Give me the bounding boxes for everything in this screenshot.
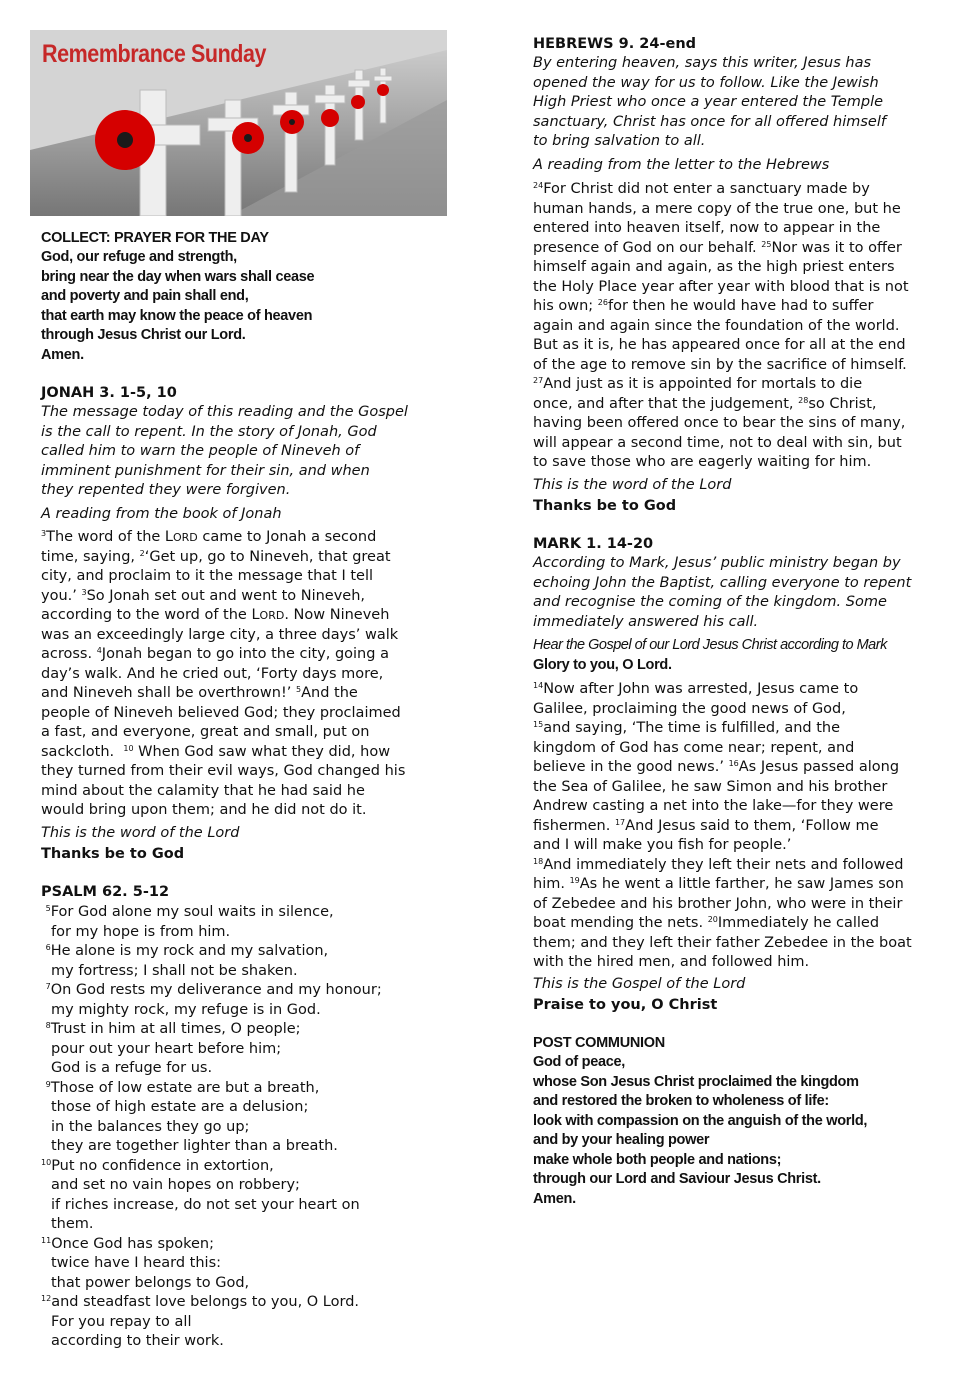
post-communion-line: and restored the broken to wholeness of life: — [533, 1093, 829, 1109]
mark-reading-text: $^{14}$Now after John was arrested, Jesus came to Galilee, proclaiming the good news of God, $^{15}$and saying, ‘The time is fulfilled, and the kingdom of God has come near; repent, and believe in the good news.’ $^{16}$As Jesus passed along the Sea of Galilee, he saw Simon and his brother Andrew casting a net into the lake—for they were fishermen. $^{17}$And Jesus said to them, ‘Follow me and I will make you fish for people.’ $^{18}$And immediately they left their nets and followed him. $^{19}$As he went a little farther, he saw James son of Zebedee and his brother John, who were in their boat mending the nets. $^{20}$Immediately he called them; and they left their father Zebedee in the boat with the hired men, and followed him. — [533, 681, 912, 970]
collect-amen: Amen. — [41, 346, 84, 363]
mark-intro-line: immediately answered his call. — [533, 613, 759, 630]
hebrews-reference: HEBREWS 9. 24-end — [533, 36, 697, 52]
hebrews-intro-line: High Priest who once a year entered the Temple — [533, 94, 884, 110]
hebrews-intro — [533, 54, 886, 152]
psalm-reference: PSALM 62. 5-12 — [41, 884, 170, 900]
mark-intro — [533, 554, 911, 632]
jonah-intro-line: imminent punishment for their sin, and when — [41, 462, 370, 479]
mark-announcement-response: Glory to you, O Lord. — [533, 657, 672, 673]
banner-title: Remembrance Sunday — [42, 40, 267, 68]
collect-line: through Jesus Christ our Lord. — [41, 327, 246, 343]
hebrews-intro-line: sanctuary, Christ has once for all offered himself — [533, 113, 886, 130]
post-communion-heading: POST COMMUNION — [533, 1035, 665, 1051]
post-communion-line: make whole both people and nations; — [533, 1151, 782, 1168]
mark-reference: MARK 1. 14-20 — [533, 536, 654, 552]
post-communion-prayer — [533, 1053, 867, 1209]
jonah-intro-line: The message today of this reading and the Gospel — [41, 404, 408, 420]
hebrews-intro-line: opened the way for us to follow. Like the Jewish — [533, 74, 879, 91]
remembrance-banner — [30, 30, 447, 216]
hebrews-reading-text: $^{24}$For Christ did not enter a sanctuary made by human hands, a mere copy of the true one, but he entered into heaven itself, now to appear in the presence of God on our behalf. $^{25}$Nor was it to offer himself again and again, as the high priest enters the Holy Place year after year with blood that is not his own; $^{26}$for then he would have had to suffer again and again since the foundation of the world. But as it is, he has appeared once for all at the end of the age to remove sin by the sacrifice of himself. $^{27}$And just as it is appointed for mortals to die once, and after that the judgement, $^{28}$so Christ, having been offered once to bear the sins of many, will appear a second time, not to deal with sin, but to save those who are eagerly waiting for him. — [533, 181, 909, 470]
jonah-intro-line: is the call to repent. In the story of Jonah, God — [41, 423, 377, 440]
mark-response: Praise to you, O Christ — [533, 997, 718, 1013]
hebrews-response: Thanks be to God — [533, 498, 677, 514]
collect-heading: COLLECT: PRAYER FOR THE DAY — [41, 230, 269, 246]
hebrews-announcement: A reading from the letter to the Hebrews — [533, 157, 830, 173]
collect-line: bring near the day when wars shall cease — [41, 268, 315, 285]
mark-conclusion: This is the Gospel of the Lord — [533, 976, 746, 992]
hebrews-intro-line: By entering heaven, says this writer, Jesus has — [533, 55, 872, 71]
post-communion-line: whose Son Jesus Christ proclaimed the kingdom — [533, 1073, 859, 1090]
mark-intro-line: echoing John the Baptist, calling everyone to repent — [533, 574, 912, 591]
jonah-intro — [41, 403, 408, 501]
collect-prayer — [41, 248, 314, 365]
mark-announcement: Hear the Gospel of our Lord Jesus Christ according to Mark — [533, 637, 887, 653]
jonah-reading-text: $^3$The word of the LORD came to Jonah a second time, saying, $^2$‘Get up, go to Nineveh, that great city, and proclaim to it the message that I tell you.’ $^3$So Jonah set out and went to Nineveh, according to the word of the LORD. Now Nineveh was an exceedingly large city, a three days’ walk across. $^4$Jonah began to go into the city, going a day’s walk. And he cried out, ‘Forty days more, and Nineveh shall be overthrown!’ $^5$And the people of Nineveh believed God; they proclaimed a fast, and everyone, great and small, put on sackcloth. $^{10}$ When God saw what they did, how they turned from their evil ways, God changed his mind about the calamity that he had said he would bring upon them; and he did not do it. — [41, 529, 406, 818]
post-communion-line: through our Lord and Saviour Jesus Christ. — [533, 1171, 821, 1187]
mark-intro-line: and recognise the coming of the kingdom. Some — [533, 594, 887, 610]
collect-line: that earth may know the peace of heaven — [41, 307, 313, 324]
jonah-reference: JONAH 3. 1-5, 10 — [41, 385, 177, 401]
post-communion-line: and by your healing power — [533, 1132, 710, 1148]
post-communion-amen: Amen. — [533, 1190, 576, 1207]
hebrews-intro-line: to bring salvation to all. — [533, 133, 706, 149]
mark-intro-line: According to Mark, Jesus’ public ministry began by — [533, 555, 901, 571]
collect-line: God, our refuge and strength, — [41, 249, 237, 265]
jonah-intro-line: called him to warn the people of Nineveh of — [41, 443, 360, 459]
psalm-text: $^5$For God alone my soul waits in silence, for my hope is from him. $^6$He alone is my rock and my salvation, my fortress; I shall not be shaken. $^7$On God rests my deliverance and my honour; my mighty rock, my refuge is in God. $^8$Trust in him at all times, O people; pour out your heart before him; God is a refuge for us. $^9$Those of low estate are but a breath, those of high estate are a delusion; in the balances they go up; they are together lighter than a breath. $^{10}$Put no confidence in extortion, and set no vain hopes on robbery; if riches increase, do not set your heart on them. $^{11}$Once God has spoken; twice have I heard this: that power belongs to God, $^{12}$and steadfast love belongs to you, O Lord. For you repay to all according to their work. — [41, 904, 382, 1349]
post-communion-line: God of peace, — [533, 1054, 625, 1070]
jonah-conclusion: This is the word of the Lord — [41, 825, 240, 841]
hebrews-conclusion: This is the word of the Lord — [533, 477, 732, 493]
jonah-response: Thanks be to God — [41, 846, 185, 862]
jonah-intro-line: they repented they were forgiven. — [41, 482, 291, 498]
post-communion-line: look with compassion on the anguish of the world, — [533, 1112, 868, 1129]
collect-line: and poverty and pain shall end, — [41, 288, 249, 304]
jonah-announcement: A reading from the book of Jonah — [41, 506, 282, 522]
